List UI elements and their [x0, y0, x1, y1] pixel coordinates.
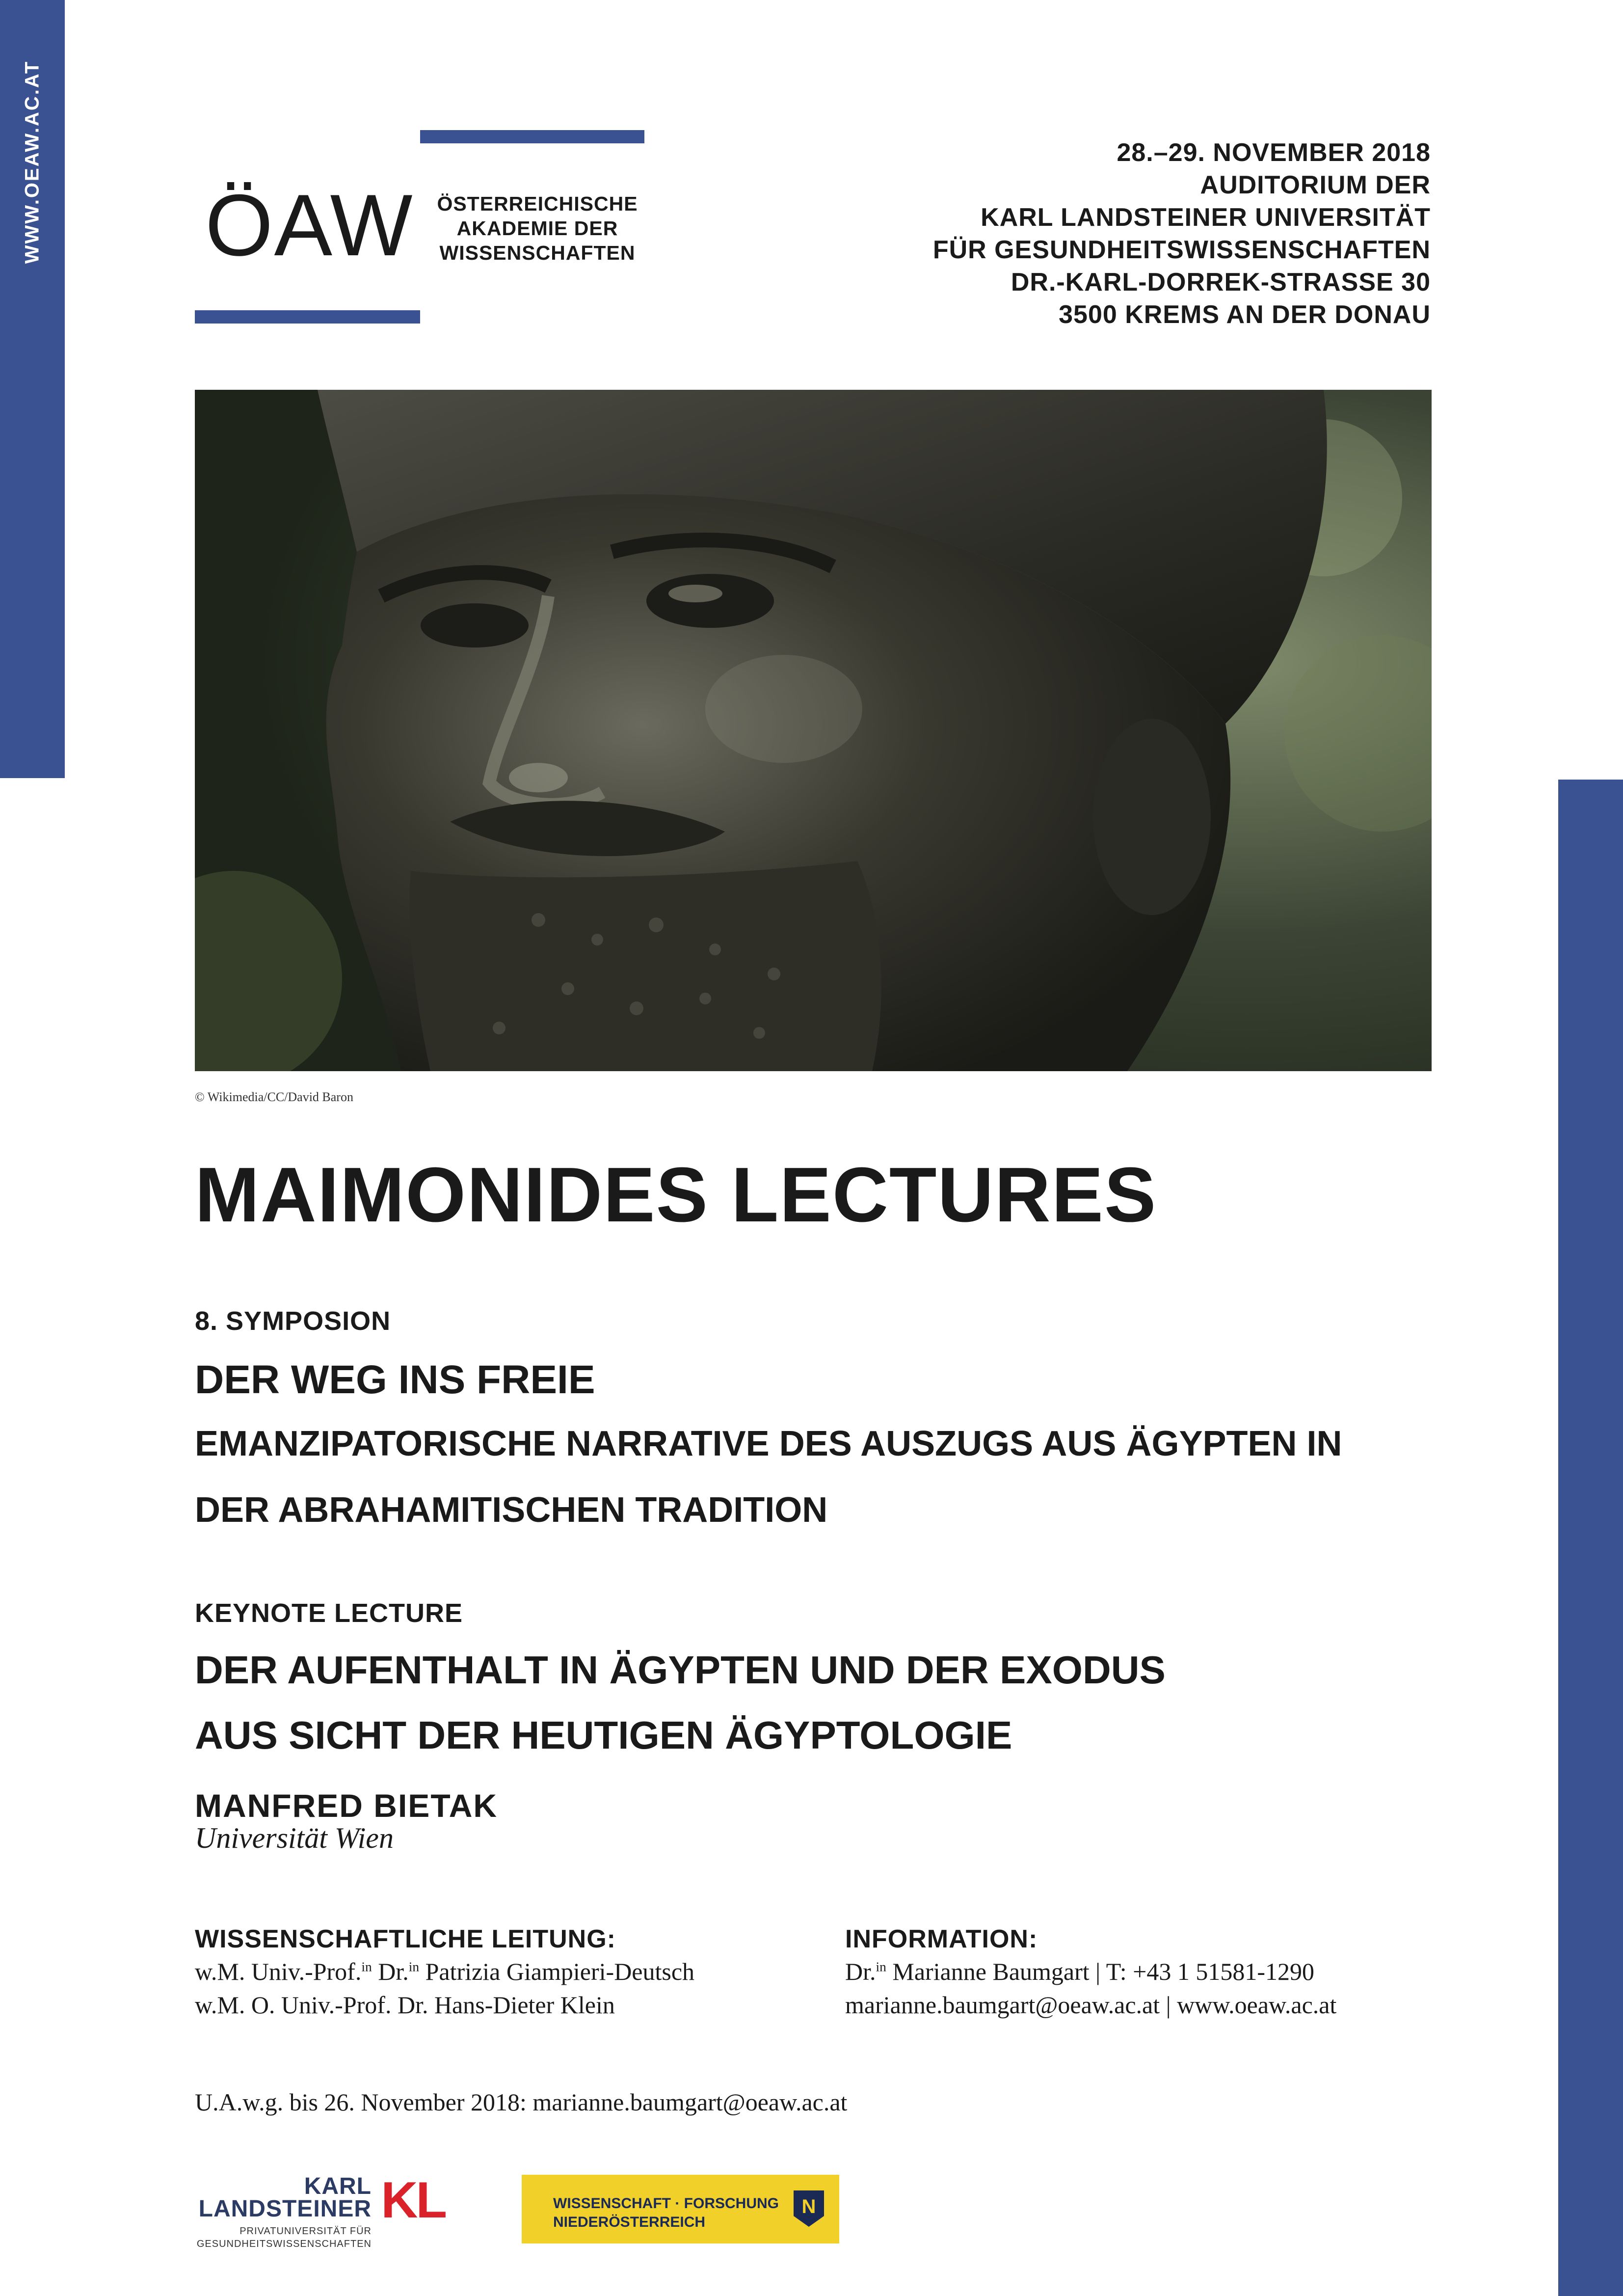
information-contact: [845, 1955, 1314, 1988]
superscript: in: [408, 1959, 420, 1974]
right-accent-bar: [1558, 780, 1623, 2296]
venue-line: KARL LANDSTEINER UNIVERSITÄT: [981, 203, 1431, 232]
venue-city: 3500 KREMS AN DER DONAU: [1059, 300, 1431, 329]
rsvp-line[interactable]: U.A.w.g. bis 26. November 2018: marianne.baumgart@oeaw.ac.at: [195, 2088, 848, 2116]
information-email-web[interactable]: marianne.baumgart@oeaw.ac.at | www.oeaw.ac.at: [845, 1991, 1337, 2019]
keynote-title: DER AUFENTHALT IN ÄGYPTEN UND DER EXODUS: [195, 1648, 1166, 1692]
bust-photo: [195, 390, 1432, 1071]
kl-name: KARL: [304, 2173, 372, 2199]
leadership-heading: WISSENSCHAFTLICHE LEITUNG:: [195, 1925, 616, 1953]
page-title: MAIMONIDES LECTURES: [195, 1152, 1157, 1238]
logo-rule-top: [420, 130, 644, 143]
symposion-subtitle: EMANZIPATORISCHE NARRATIVE DES AUSZUGS AUS ÄGYPTEN IN: [195, 1424, 1342, 1463]
speaker-affiliation: Universität Wien: [195, 1822, 394, 1854]
superscript: in: [876, 1959, 886, 1974]
symposion-title: DER WEG INS FREIE: [195, 1357, 595, 1402]
leadership-person: [195, 1955, 694, 1988]
side-url[interactable]: WWW.OEAW.AC.AT: [21, 60, 43, 264]
symposion-label: 8. SYMPOSION: [195, 1306, 391, 1336]
noe-text: WISSENSCHAFT · FORSCHUNG: [553, 2195, 779, 2212]
symposion-subtitle: DER ABRAHAMITISCHEN TRADITION: [195, 1490, 828, 1530]
information-heading: INFORMATION:: [845, 1925, 1038, 1953]
event-date: 28.–29. NOVEMBER 2018: [1117, 138, 1431, 167]
leadership-text: w.M. Univ.-Prof.: [195, 1958, 362, 1985]
venue-address: DR.-KARL-DORREK-STRASSE 30: [1011, 268, 1431, 297]
leadership-person: w.M. O. Univ.-Prof. Dr. Hans-Dieter Klein: [195, 1991, 615, 2019]
contact-text: Marianne Baumgart | T: +43 1 51581-1290: [886, 1958, 1315, 1985]
org-line: WISSENSCHAFTEN: [439, 242, 636, 264]
venue-line: AUDITORIUM DER: [1200, 171, 1431, 199]
oeaw-logo-org-name: [434, 191, 640, 265]
photo-credit: © Wikimedia/CC/David Baron: [195, 1090, 353, 1104]
noe-science-logo: [522, 2175, 839, 2243]
org-line: ÖSTERREICHISCHE: [437, 192, 638, 215]
noe-text: NIEDERÖSTERREICH: [553, 2214, 706, 2230]
noe-badge-letter: N: [801, 2196, 816, 2217]
leadership-text: Dr.: [372, 1958, 409, 1985]
contact-text: Dr.: [845, 1958, 876, 1985]
superscript: in: [361, 1959, 372, 1974]
noe-badge-icon: [792, 2188, 826, 2228]
oeaw-logo-mark: ÖAW: [205, 176, 414, 274]
logo-rule-bottom: [195, 310, 420, 324]
kl-name: LANDSTEINER: [198, 2196, 372, 2222]
speaker-name: MANFRED BIETAK: [195, 1787, 498, 1824]
venue-line: FÜR GESUNDHEITSWISSENSCHAFTEN: [932, 236, 1431, 264]
kl-subtitle: GESUNDHEITSWISSENSCHAFTEN: [196, 2239, 372, 2249]
org-line: AKADEMIE DER: [456, 217, 618, 240]
keynote-title: AUS SICHT DER HEUTIGEN ÄGYPTOLOGIE: [195, 1713, 1012, 1757]
kl-mark: KL: [381, 2172, 445, 2229]
event-venue-block: [933, 136, 1431, 331]
kl-subtitle: PRIVATUNIVERSITÄT FÜR: [239, 2226, 372, 2237]
keynote-label: KEYNOTE LECTURE: [195, 1598, 463, 1628]
karl-landsteiner-logo: [195, 2172, 450, 2253]
leadership-text: Patrizia Giampieri-Deutsch: [419, 1958, 695, 1985]
